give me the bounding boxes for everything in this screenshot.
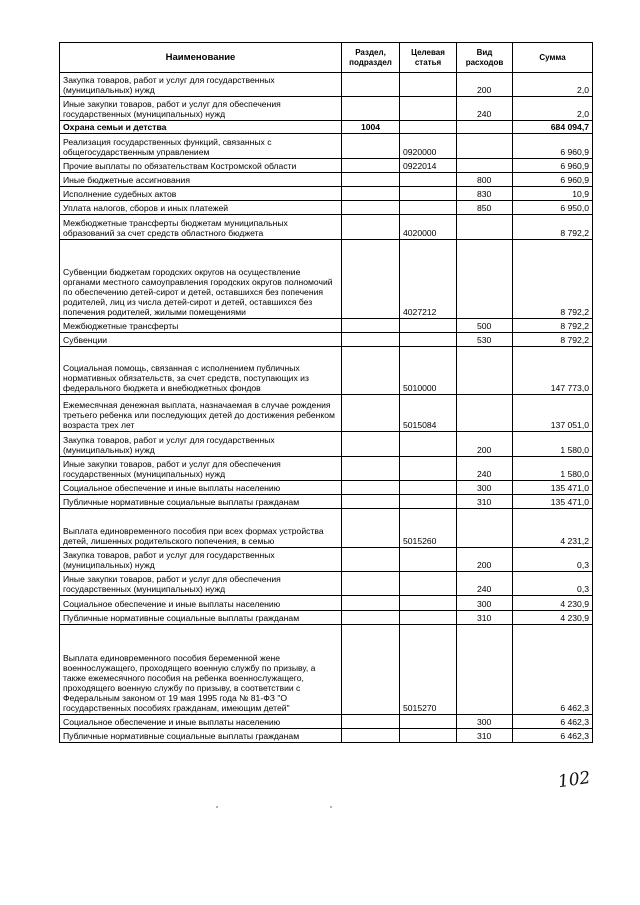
cell-target: 4027212 bbox=[400, 240, 457, 319]
cell-section bbox=[342, 729, 400, 743]
cell-type: 800 bbox=[457, 173, 513, 187]
cell-type bbox=[457, 121, 513, 134]
cell-sum: 6 950,0 bbox=[513, 201, 593, 215]
table-row bbox=[60, 715, 593, 729]
table-row bbox=[60, 347, 593, 395]
cell-section bbox=[342, 715, 400, 729]
cell-target bbox=[400, 729, 457, 743]
cell-target: 5015260 bbox=[400, 509, 457, 548]
cell-type: 310 bbox=[457, 495, 513, 509]
table-row bbox=[60, 596, 593, 611]
cell-type: 200 bbox=[457, 73, 513, 97]
table-row bbox=[60, 548, 593, 572]
cell-name: Исполнение судебных актов bbox=[60, 187, 342, 201]
cell-sum: 2,0 bbox=[513, 73, 593, 97]
cell-target bbox=[400, 201, 457, 215]
table-row bbox=[60, 73, 593, 97]
table-row bbox=[60, 319, 593, 333]
cell-sum: 6 462,3 bbox=[513, 625, 593, 715]
cell-section bbox=[342, 173, 400, 187]
cell-target: 5015084 bbox=[400, 395, 457, 432]
table-row bbox=[60, 432, 593, 457]
cell-target bbox=[400, 173, 457, 187]
cell-name: Публичные нормативные социальные выплаты гражданам bbox=[60, 611, 342, 625]
cell-target bbox=[400, 187, 457, 201]
table-row bbox=[60, 611, 593, 625]
header-type: Вид расходов bbox=[457, 43, 513, 73]
table-row bbox=[60, 173, 593, 187]
cell-sum: 8 792,2 bbox=[513, 240, 593, 319]
cell-name: Иные закупки товаров, работ и услуг для обеспечения государственных (муниципальных) нужд bbox=[60, 572, 342, 596]
cell-sum: 1 580,0 bbox=[513, 432, 593, 457]
cell-name: Прочие выплаты по обязательствам Костромской области bbox=[60, 159, 342, 173]
cell-type: 240 bbox=[457, 572, 513, 596]
table-row bbox=[60, 240, 593, 319]
cell-name: Социальная помощь, связанная с исполнением публичных нормативных обязательств, за счет средств, поступающих из федерального бюджета и внебюджетных фондов bbox=[60, 347, 342, 395]
table-row bbox=[60, 159, 593, 173]
table-row bbox=[60, 509, 593, 548]
table-row bbox=[60, 121, 593, 134]
cell-name: Уплата налогов, сборов и иных платежей bbox=[60, 201, 342, 215]
page-number: 102 bbox=[556, 767, 592, 793]
cell-section bbox=[342, 509, 400, 548]
cell-type: 500 bbox=[457, 319, 513, 333]
cell-type: 300 bbox=[457, 596, 513, 611]
cell-type: 300 bbox=[457, 481, 513, 495]
table-row bbox=[60, 187, 593, 201]
cell-type: 530 bbox=[457, 333, 513, 347]
cell-sum: 684 094,7 bbox=[513, 121, 593, 134]
cell-type: 830 bbox=[457, 187, 513, 201]
cell-sum: 8 792,2 bbox=[513, 215, 593, 240]
cell-type: 850 bbox=[457, 201, 513, 215]
cell-section bbox=[342, 187, 400, 201]
table-header-row bbox=[60, 43, 593, 73]
cell-type bbox=[457, 509, 513, 548]
cell-section bbox=[342, 572, 400, 596]
cell-name: Межбюджетные трансферты bbox=[60, 319, 342, 333]
table-row bbox=[60, 495, 593, 509]
cell-name: Субвенции bbox=[60, 333, 342, 347]
table-body bbox=[60, 73, 593, 743]
table-row bbox=[60, 729, 593, 743]
cell-section bbox=[342, 548, 400, 572]
header-name: Наименование bbox=[60, 43, 342, 73]
cell-section bbox=[342, 611, 400, 625]
header-sum: Сумма bbox=[513, 43, 593, 73]
cell-section bbox=[342, 333, 400, 347]
cell-name: Выплата единовременного пособия беременной жене военнослужащего, проходящего военную службу по призыву, а также ежемесячного пособия на ребенка военнослужащего, проходящего военную службу по призыву, в соответствии с Федеральным законом от 19 мая 1995 года № 81-ФЗ "О государственных пособиях гражданам, имеющим детей" bbox=[60, 625, 342, 715]
cell-type: 240 bbox=[457, 97, 513, 121]
cell-sum: 2,0 bbox=[513, 97, 593, 121]
table-row bbox=[60, 134, 593, 159]
cell-target bbox=[400, 97, 457, 121]
cell-sum: 137 051,0 bbox=[513, 395, 593, 432]
cell-type bbox=[457, 347, 513, 395]
table-row bbox=[60, 333, 593, 347]
cell-section bbox=[342, 347, 400, 395]
cell-target bbox=[400, 548, 457, 572]
scan-speck bbox=[330, 806, 332, 808]
cell-sum: 147 773,0 bbox=[513, 347, 593, 395]
cell-target: 0922014 bbox=[400, 159, 457, 173]
cell-target bbox=[400, 319, 457, 333]
cell-name: Закупка товаров, работ и услуг для государственных (муниципальных) нужд bbox=[60, 548, 342, 572]
cell-type: 310 bbox=[457, 729, 513, 743]
table-row bbox=[60, 457, 593, 481]
cell-type: 200 bbox=[457, 432, 513, 457]
cell-sum: 6 960,9 bbox=[513, 134, 593, 159]
cell-target bbox=[400, 432, 457, 457]
cell-sum: 4 230,9 bbox=[513, 596, 593, 611]
cell-target bbox=[400, 333, 457, 347]
cell-target: 5015270 bbox=[400, 625, 457, 715]
cell-name: Межбюджетные трансферты бюджетам муниципальных образований за счет средств областного бюджета bbox=[60, 215, 342, 240]
table-row bbox=[60, 201, 593, 215]
cell-name: Иные бюджетные ассигнования bbox=[60, 173, 342, 187]
cell-target bbox=[400, 715, 457, 729]
cell-sum: 6 462,3 bbox=[513, 729, 593, 743]
cell-name: Социальное обеспечение и иные выплаты населению bbox=[60, 715, 342, 729]
cell-type: 300 bbox=[457, 715, 513, 729]
cell-section bbox=[342, 481, 400, 495]
cell-target: 4020000 bbox=[400, 215, 457, 240]
cell-type bbox=[457, 159, 513, 173]
cell-target bbox=[400, 572, 457, 596]
cell-section bbox=[342, 596, 400, 611]
cell-name: Субвенции бюджетам городских округов на осуществление органами местного самоуправления городских округов полномочий по обеспечению детей-сирот и детей, оставшихся без попечения родителей, лиц из числа детей-сирот и детей, оставшихся без попечения родителей, жилыми помещениями bbox=[60, 240, 342, 319]
cell-name: Иные закупки товаров, работ и услуг для обеспечения государственных (муниципальных) нужд bbox=[60, 97, 342, 121]
cell-type bbox=[457, 134, 513, 159]
cell-name: Публичные нормативные социальные выплаты гражданам bbox=[60, 495, 342, 509]
cell-sum: 4 231,2 bbox=[513, 509, 593, 548]
cell-target: 0920000 bbox=[400, 134, 457, 159]
cell-target bbox=[400, 481, 457, 495]
cell-target bbox=[400, 121, 457, 134]
cell-sum: 10,9 bbox=[513, 187, 593, 201]
cell-target bbox=[400, 73, 457, 97]
budget-table bbox=[59, 42, 593, 743]
cell-type bbox=[457, 625, 513, 715]
cell-section bbox=[342, 134, 400, 159]
cell-target: 5010000 bbox=[400, 347, 457, 395]
cell-section bbox=[342, 73, 400, 97]
cell-sum: 135 471,0 bbox=[513, 481, 593, 495]
table-row bbox=[60, 97, 593, 121]
cell-sum: 6 960,9 bbox=[513, 173, 593, 187]
cell-type bbox=[457, 395, 513, 432]
cell-name: Иные закупки товаров, работ и услуг для обеспечения государственных (муниципальных) нужд bbox=[60, 457, 342, 481]
cell-sum: 8 792,2 bbox=[513, 333, 593, 347]
cell-name: Реализация государственных функций, связанных с общегосударственным управлением bbox=[60, 134, 342, 159]
header-target: Целевая статья bbox=[400, 43, 457, 73]
cell-name: Социальное обеспечение и иные выплаты населению bbox=[60, 596, 342, 611]
cell-name: Охрана семьи и детства bbox=[60, 121, 342, 134]
header-section: Раздел, подраздел bbox=[342, 43, 400, 73]
cell-sum: 0,3 bbox=[513, 572, 593, 596]
table-row bbox=[60, 481, 593, 495]
cell-sum: 8 792,2 bbox=[513, 319, 593, 333]
cell-type bbox=[457, 215, 513, 240]
cell-section bbox=[342, 495, 400, 509]
table-row bbox=[60, 625, 593, 715]
cell-type bbox=[457, 240, 513, 319]
cell-section bbox=[342, 457, 400, 481]
cell-target bbox=[400, 457, 457, 481]
cell-section bbox=[342, 240, 400, 319]
cell-target bbox=[400, 596, 457, 611]
cell-section bbox=[342, 159, 400, 173]
cell-section bbox=[342, 625, 400, 715]
scan-speck bbox=[216, 806, 218, 808]
cell-section bbox=[342, 215, 400, 240]
cell-section bbox=[342, 201, 400, 215]
cell-name: Закупка товаров, работ и услуг для государственных (муниципальных) нужд bbox=[60, 73, 342, 97]
cell-sum: 135 471,0 bbox=[513, 495, 593, 509]
cell-sum: 1 580,0 bbox=[513, 457, 593, 481]
table-row bbox=[60, 395, 593, 432]
cell-name: Ежемесячная денежная выплата, назначаемая в случае рождения третьего ребенка или последующих детей до достижения ребенком возраста трех лет bbox=[60, 395, 342, 432]
cell-type: 200 bbox=[457, 548, 513, 572]
cell-type: 310 bbox=[457, 611, 513, 625]
cell-section: 1004 bbox=[342, 121, 400, 134]
table-row bbox=[60, 215, 593, 240]
cell-sum: 0,3 bbox=[513, 548, 593, 572]
table-row bbox=[60, 572, 593, 596]
cell-sum: 6 462,3 bbox=[513, 715, 593, 729]
cell-name: Публичные нормативные социальные выплаты гражданам bbox=[60, 729, 342, 743]
cell-sum: 4 230,9 bbox=[513, 611, 593, 625]
cell-name: Закупка товаров, работ и услуг для государственных (муниципальных) нужд bbox=[60, 432, 342, 457]
cell-type: 240 bbox=[457, 457, 513, 481]
cell-target bbox=[400, 611, 457, 625]
cell-sum: 6 960,9 bbox=[513, 159, 593, 173]
cell-section bbox=[342, 395, 400, 432]
cell-name: Выплата единовременного пособия при всех формах устройства детей, лишенных родительского попечения, в семью bbox=[60, 509, 342, 548]
cell-section bbox=[342, 319, 400, 333]
cell-name: Социальное обеспечение и иные выплаты населению bbox=[60, 481, 342, 495]
cell-section bbox=[342, 97, 400, 121]
cell-section bbox=[342, 432, 400, 457]
cell-target bbox=[400, 495, 457, 509]
